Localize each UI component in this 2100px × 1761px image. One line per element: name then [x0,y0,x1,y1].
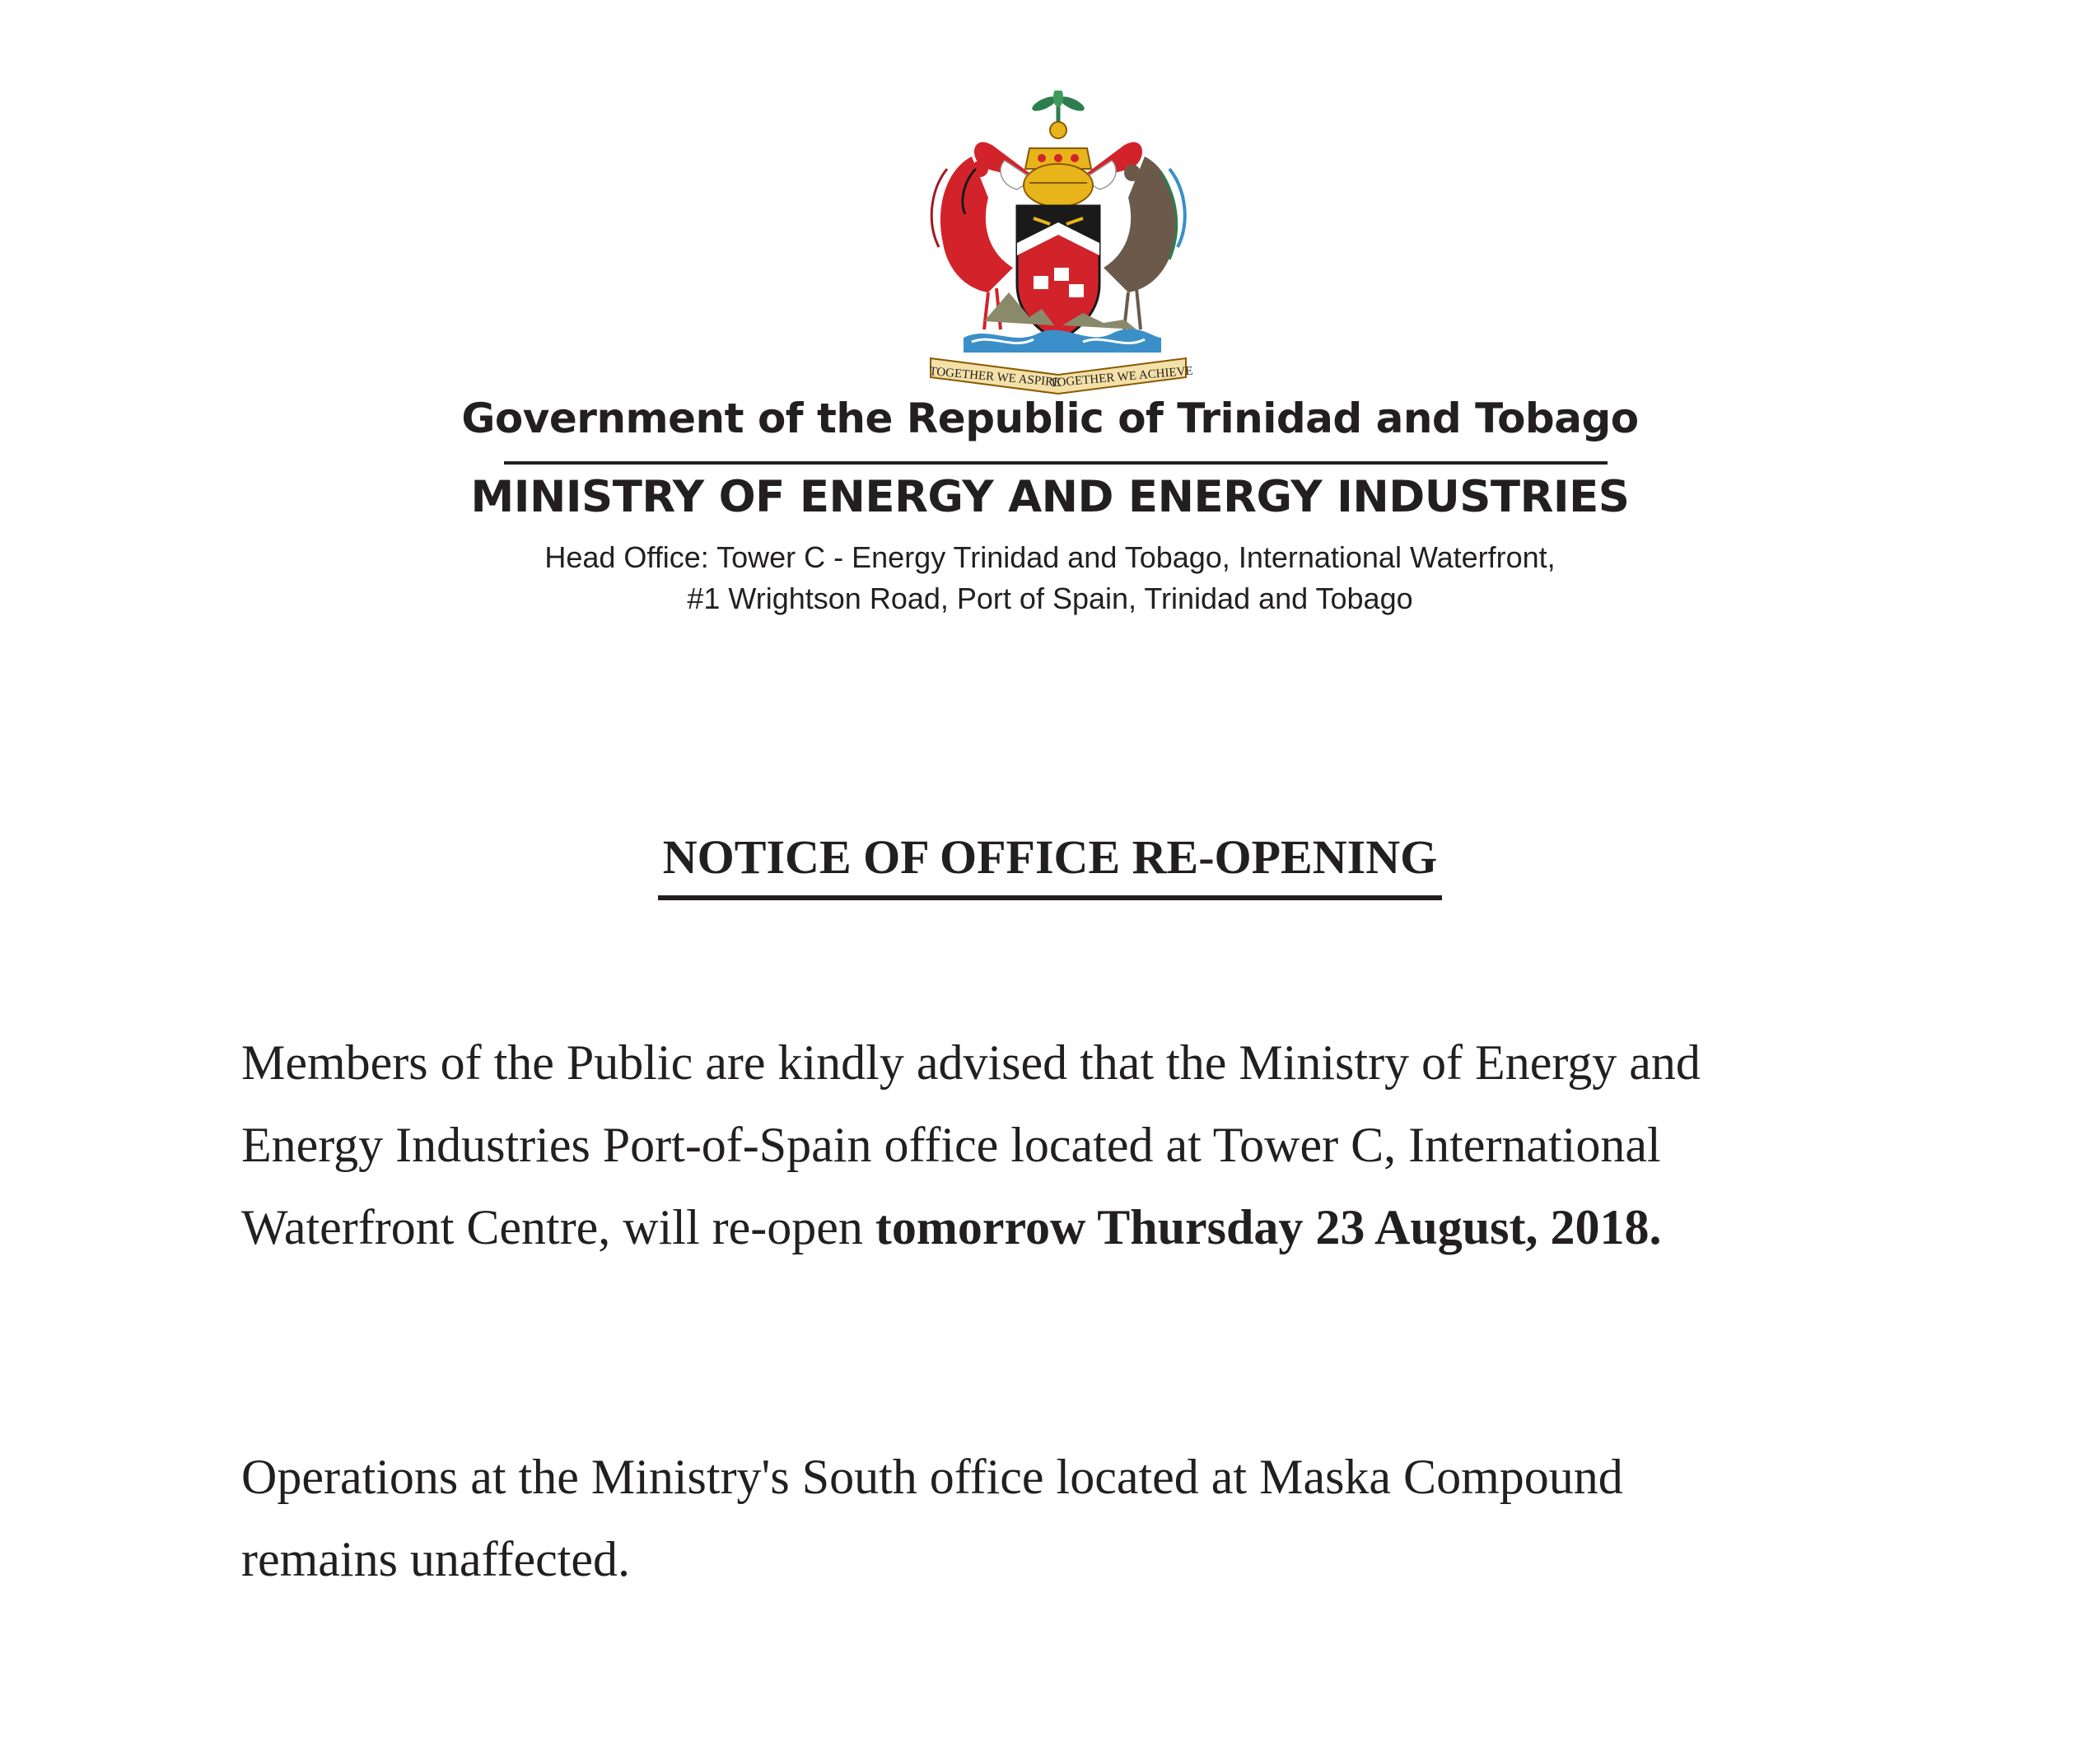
address-line-1: Head Office: Tower C - Energy Trinidad and Tobago, International Waterfront, [544,540,1556,574]
government-title: Government of the Republic of Trinidad and Tobago [461,395,1639,442]
paragraph-1-line-3-regular: Waterfront Centre, will re-open [241,1200,875,1254]
paragraph-1-line-1: Members of the Public are kindly advised that the Ministry of Energy and [241,1035,1701,1090]
notice-paragraph-1 [241,1021,1905,1268]
notice-title: NOTICE OF OFFICE RE-OPENING [658,828,1442,900]
cocrico-bird-icon [1104,156,1185,329]
paragraph-1-line-3 [241,1186,1905,1268]
palm-crest-icon [1030,91,1086,138]
paragraph-2-line-1: Operations at the Ministry's South office located at Maska Compound [241,1450,1623,1504]
letterhead [0,0,2100,642]
head-office-address [0,537,2100,619]
notice-paragraph-2 [241,1436,1905,1600]
header-divider [504,461,1608,465]
paragraph-1-line-2: Energy Industries Port-of-Spain office located at Tower C, International [241,1118,1661,1172]
paragraph-2-line-2: remains unaffected. [241,1532,631,1586]
notice-heading [0,828,2100,900]
reopening-date: tomorrow Thursday 23 August, 2018. [875,1200,1662,1254]
motto-scroll-icon [929,358,1193,394]
helmet-icon [1024,148,1093,207]
svg-text:TOGETHER WE ACHIEVE: TOGETHER WE ACHIEVE [1049,364,1194,390]
address-line-2: #1 Wrightson Road, Port of Spain, Trinidad and Tobago [687,582,1413,615]
svg-text:TOGETHER WE ASPIRE: TOGETHER WE ASPIRE [928,365,1062,390]
ministry-title: MINISTRY OF ENERGY AND ENERGY INDUSTRIES [470,472,1630,522]
trinidad-and-tobago-coat-of-arms-icon [898,91,1219,395]
